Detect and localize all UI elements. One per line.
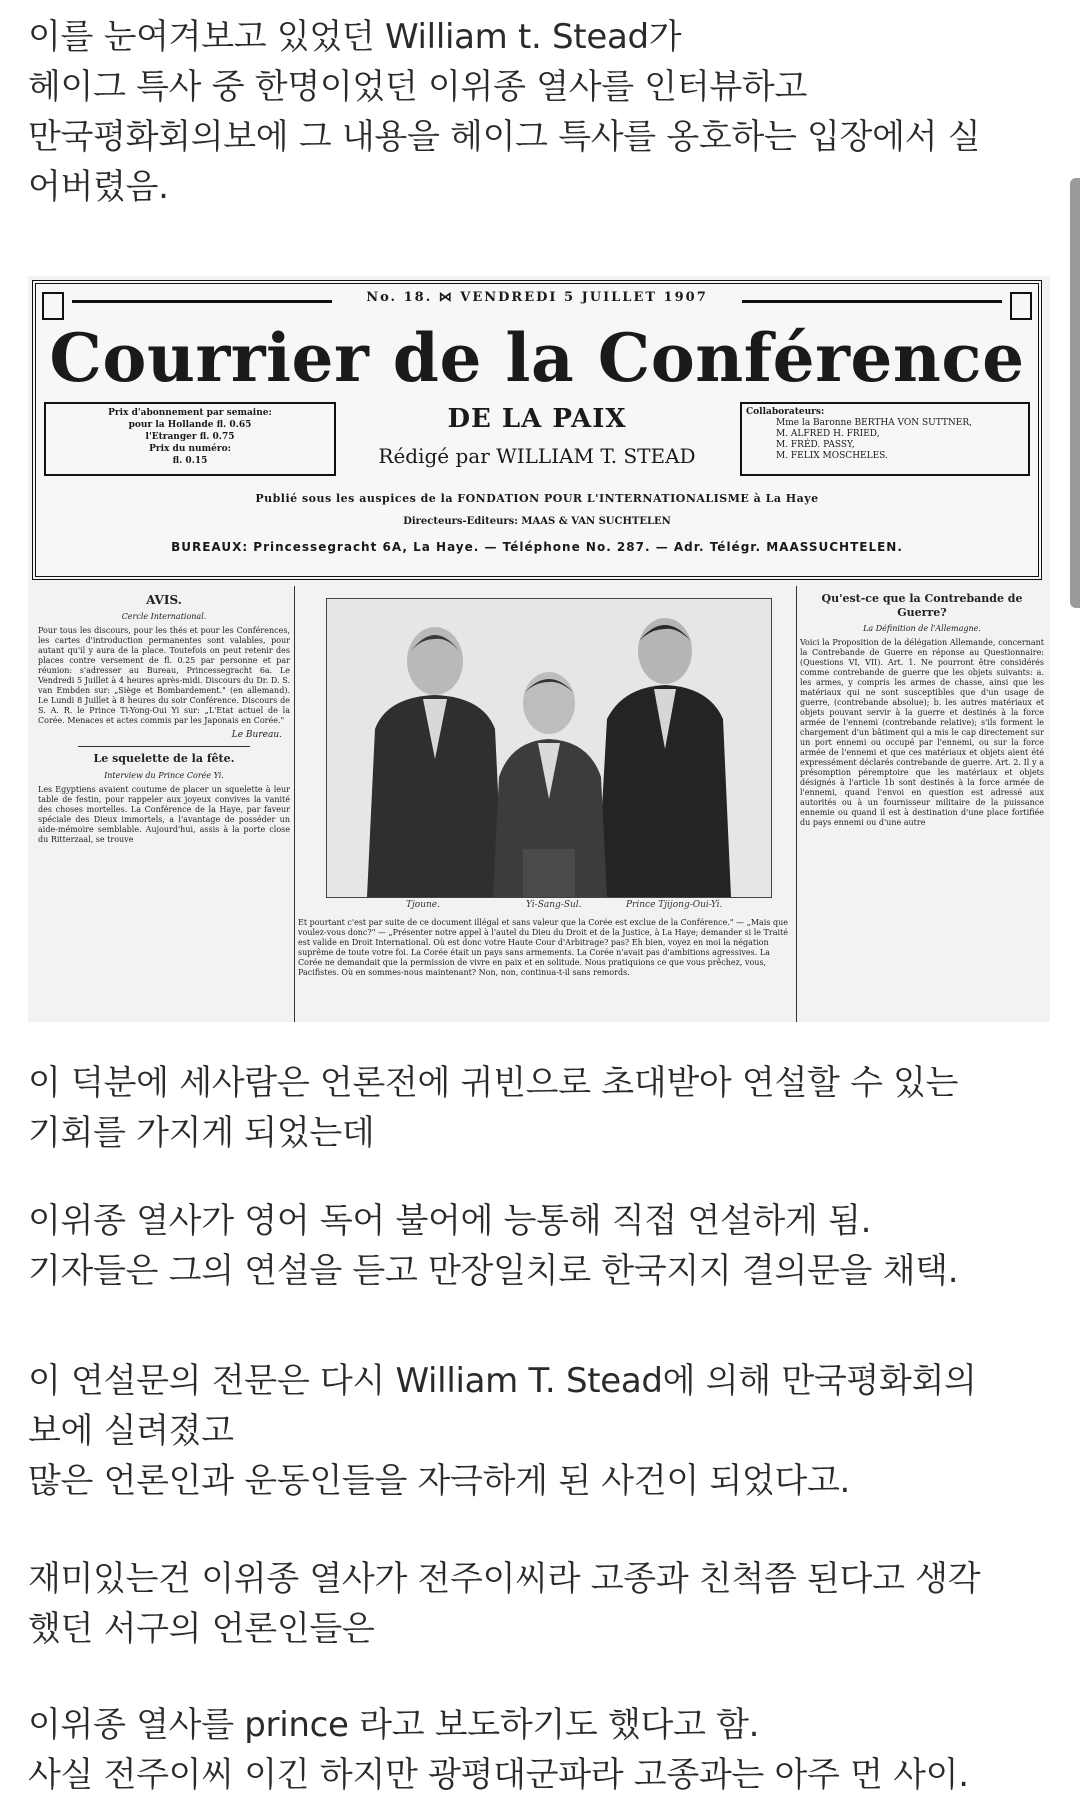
- scrollbar-thumb[interactable]: [1070, 178, 1080, 608]
- newspaper-clipping-image: [28, 276, 1050, 1022]
- intro-paragraph: [28, 12, 1038, 212]
- masthead-ornament-right: [1010, 292, 1032, 320]
- photo-caption: Prince Tjijong-Oui-Yi.: [626, 900, 723, 910]
- collaborators-box: [740, 402, 1030, 476]
- paragraph-6: [28, 1700, 1038, 1800]
- column-heading: Le squelette de la fête.: [93, 752, 235, 765]
- column-subheading: Interview du Prince Corée Yi.: [104, 771, 224, 780]
- text-line: 사실 전주이씨 이긴 하지만 광평대군파라 고종과는 아주 먼 사이.: [28, 1755, 969, 1795]
- portrait-photo: [326, 598, 772, 898]
- text-line: 기회를 가지게 되었는데: [28, 1113, 375, 1153]
- collaborators-heading: Collaborateurs:: [746, 407, 825, 417]
- paragraph-5: [28, 1554, 1038, 1654]
- column-subheading: Cercle International.: [121, 612, 207, 621]
- subscription-line: pour la Hollande fl. 0.65: [128, 420, 252, 430]
- text-line: 했던 서구의 언론인들은: [28, 1609, 375, 1649]
- subscription-heading: Prix du numéro:: [149, 444, 231, 454]
- issue-line: No. 18. ⋈ VENDREDI 5 JUILLET 1907: [72, 290, 1002, 312]
- text-line: 이 덕분에 세사람은 언론전에 귀빈으로 초대받아 연설할 수 있는: [28, 1063, 959, 1103]
- photo-caption: Tjoune.: [406, 900, 440, 910]
- text-line: 재미있는건 이위종 열사가 전주이씨라 고종과 친척쯤 된다고 생각: [28, 1559, 981, 1599]
- subscription-line: fl. 0.15: [172, 456, 208, 466]
- left-column: [38, 592, 290, 845]
- photo-caption: Yi-Sang-Sul.: [526, 900, 582, 910]
- text-line: 헤이그 특사 중 한명이었던 이위종 열사를 인터뷰하고: [28, 67, 808, 107]
- three-men-photo-illustration: [327, 599, 771, 897]
- column-heading: AVIS.: [146, 593, 182, 607]
- collaborator-name: M. FELIX MOSCHELES.: [776, 451, 888, 461]
- newspaper-editor: Rédigé par WILLIAM T. STEAD: [378, 444, 696, 468]
- collaborator-name: M. ALFRED H. FRIED,: [776, 429, 880, 439]
- center-column-text: Et pourtant c'est par suite de ce document illégal et sans valeur que la Corée est exclue de la Conférence." — „Mais que voulez-vous donc?" — „Présenter notre appel à l'autel du Dieu du Droit et de la Justice, à La Haye; demander si le Traité est valide en Droit International. Où est donc votre Haute Cour d'Arbitrage? pas? Eh bien, voyez en moi la négation suprême de toute votre foi. La Corée était un pays sans armements. La Corée n'avait pas d'ambitions agressives. La Corée ne demandait que la permission de vivre en paix et en solitude. Nous pratiquions ce que vous prêchez, vous, Pacifistes. Où en sommes-nous maintenant? Non, non, continua-t-il sans remords.: [298, 918, 788, 977]
- subscription-heading: Prix d'abonnement par semaine:: [108, 408, 272, 418]
- paragraph-3: [28, 1196, 1038, 1296]
- directors-line: Directeurs-Editeurs: MAAS & VAN SUCHTELEN: [403, 516, 671, 527]
- text-line: 이위종 열사가 영어 독어 불어에 능통해 직접 연설하게 됨.: [28, 1201, 872, 1241]
- newspaper-title: Courrier de la Conférence: [49, 319, 1025, 397]
- newspaper-masthead: [32, 280, 1042, 580]
- column-text: Pour tous les discours, pour les thés et pour les Conférences, les cartes d'introduction permanentes sont valables, pour autant qu'il y aura de la place. Toutefois on peut retenir des places contre versement de fl. 0.25 par personne et par réunion: s'adresser au Bureau, Princessegracht 6a. Le Vendredi 5 Juillet à 4 heures après-midi. Discours du Dr. D. S. van Embden sur: „Siège et Bombardement." (en allemand). Le Lundi 8 Juillet à 8 heures du soir Conférence. Discours de S. A. R. le Prince Ti-Yong-Oui Yi sur: „L'Etat actuel de la Corée. Menaces et actes commis par les Japonais en Corée.": [38, 626, 290, 725]
- column-heading: Qu'est-ce que la Contrebande de Guerre?: [821, 592, 1023, 619]
- text-line: 기자들은 그의 연설을 듣고 만장일치로 한국지지 결의문을 채택.: [28, 1251, 959, 1291]
- bureaux-line: BUREAUX: Princessegracht 6A, La Haye. — Téléphone No. 287. — Adr. Télégr. MAASSUCHTELEN.: [171, 540, 903, 554]
- text-line: 이 연설문의 전문은 다시 William T. Stead에 의해 만국평화회의: [28, 1361, 977, 1401]
- column-signature: Le Bureau.: [231, 730, 282, 740]
- published-under: Publié sous les auspices de la FONDATION POUR L'INTERNATIONALISME à La Haye: [255, 492, 819, 505]
- text-line: 이를 눈여겨보고 있었던 William t. Stead가: [28, 17, 682, 57]
- subscription-line: l'Etranger fl. 0.75: [145, 432, 235, 442]
- right-column: [800, 592, 1044, 828]
- column-divider: [796, 586, 797, 1022]
- paragraph-4: [28, 1356, 1038, 1506]
- paragraph-2: [28, 1058, 1038, 1158]
- text-line: 이위종 열사를 prince 라고 보도하기도 했다고 함.: [28, 1705, 760, 1745]
- text-line: 많은 언론인과 운동인들을 자극하게 된 사건이 되었다고.: [28, 1461, 851, 1501]
- text-line: 보에 실려졌고: [28, 1411, 234, 1451]
- newspaper-subtitle: DE LA PAIX: [447, 404, 627, 434]
- column-divider: [294, 586, 295, 1022]
- column-text: Les Egyptiens avaient coutume de placer un squelette à leur table de festin, pour rappeler aux joyeux convives la vanité des choses mortelles. La Conférence de la Haye, par faveur spéciale des Dieux immortels, a l'avantage de posséder un aide-mémoire semblable. Aujourd'hui, assis à la porte close du Ritterzaal, se trouve: [38, 785, 290, 844]
- column-text: Voici la Proposition de la délégation Allemande, concernant la Contrebande de Guerre en réponse au Questionnaire: (Questions VI, VII). Art. 1. Ne pourront être considérés comme contrebande de guerre que les objets suivants: a. les armes, y compris les armes de chasse, ainsi que les matériaux qui ne sont susceptibles que d'un usage de guerre, (contrebande absolue); b. les autres matériaux et objets pouvant servir à la guerre et destinés à la force armée de l'ennemi (contrebande relative); s'ils forment le chargement d'un bâtiment qui a mis le cap directement sur un port ennemi ou occupé par l'ennemi, ou sur la force armée de l'ennemi et que ces matériaux et objets aient été expressément déclarés contrebande de guerre. Art. 2. Il y a présomption péremptoire que les matériaux et objets désignés à l'article 1b sont destinés à la force armée de l'ennemi, quand l'envoi en question est adressé aux autorités ou à un fournisseur militaire de la puissance ennemie ou quand il est à destination d'une place fortifiée du pays ennemi ou d'une autre: [800, 638, 1044, 827]
- column-subheading: La Définition de l'Allemagne.: [863, 624, 981, 633]
- collaborator-name: M. FRÉD. PASSY,: [776, 440, 855, 450]
- collaborator-name: Mme la Baronne BERTHA VON SUTTNER,: [776, 418, 972, 428]
- divider: [78, 746, 250, 747]
- text-line: 어버렸음.: [28, 167, 169, 207]
- masthead-ornament-left: [42, 292, 64, 320]
- text-line: 만국평화회의보에 그 내용을 헤이그 특사를 옹호하는 입장에서 실: [28, 117, 981, 157]
- photo-captions: [326, 900, 770, 914]
